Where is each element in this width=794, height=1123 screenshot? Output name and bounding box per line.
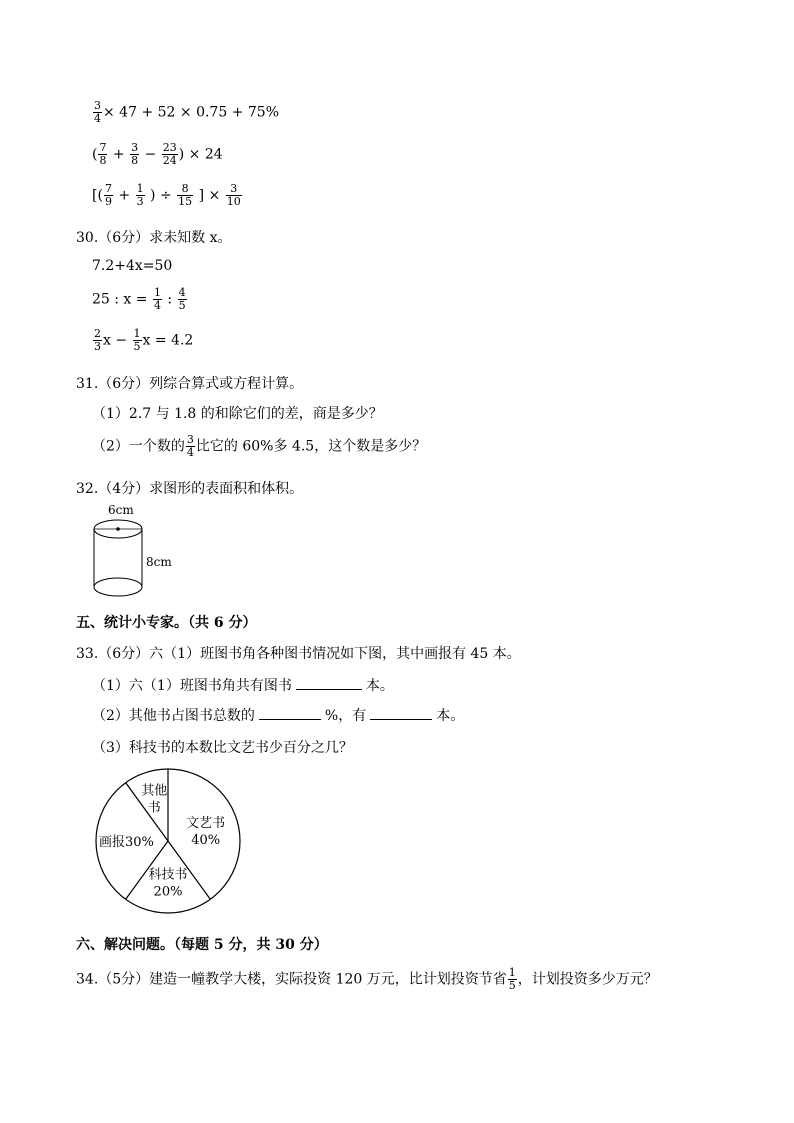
diameter-label: 6cm [108, 503, 134, 517]
question-34: 34.（5分）建造一幢教学大楼，实际投资 120 万元，比计划投资节省 $\frac{1}{5}$ ，计划投资多少万元？ [76, 966, 658, 992]
question-31-part-1: （1）2.7 与 1.8 的和除它们的差，商是多少？ [92, 406, 383, 422]
fraction: $\frac{4}{5}$ [178, 286, 186, 312]
equation-3: $\frac{2}{3}$ x − $\frac{1}{5}$ x = 4.2 [94, 327, 194, 353]
equation-1: 7.2+4x=50 [92, 258, 173, 274]
question-32-title: 32.（4分）求图形的表面积和体积。 [76, 481, 304, 497]
fraction: $\frac{2}{3}$ [94, 327, 101, 353]
fraction: $\frac{7}{8}$ [99, 141, 107, 167]
fraction: $\frac{8}{15}$ [178, 182, 193, 208]
fraction: $\frac{3}{4}$ [186, 433, 194, 459]
cylinder-figure [80, 500, 200, 605]
question-31-title: 31.（6分）列综合算式或方程计算。 [76, 376, 304, 392]
section-6-title: 六、解决问题。（每题 5 分，共 30 分） [76, 937, 328, 953]
cylinder-bottom [94, 578, 142, 596]
answer-blank[interactable] [296, 675, 362, 690]
pie-slice-label [186, 815, 225, 848]
expression-2: ( $\frac{7}{8}$ + $\frac{3}{8}$ − $\frac{23}{24}$ ) × 24 [92, 141, 223, 167]
svg-text:40%: 40% [191, 832, 221, 848]
pie-slice-label [99, 834, 154, 850]
question-30-title: 30.（6分）求未知数 x。 [76, 230, 232, 246]
svg-text:文艺书: 文艺书 [186, 815, 226, 831]
answer-blank[interactable] [259, 705, 321, 720]
pie-slice-label [141, 783, 167, 816]
svg-text:科技书: 科技书 [148, 867, 188, 883]
question-33-title: 33.（6分）六（1）班图书角各种图书情况如下图，其中画报有 45 本。 [76, 646, 521, 662]
fraction: $\frac{1}{3}$ [136, 182, 144, 208]
fraction: $\frac{3}{10}$ [226, 182, 241, 208]
question-33-part-2: （2）其他书占图书总数的 %，有 本。 [92, 705, 464, 725]
fraction: $\frac{1}{5}$ [133, 327, 141, 353]
height-label: 8cm [146, 555, 172, 569]
fraction: $\frac{7}{9}$ [104, 182, 112, 208]
fraction: $\frac{1}{5}$ [508, 966, 516, 992]
svg-text:20%: 20% [153, 884, 183, 900]
pie-slice-label [148, 867, 187, 900]
question-31-part-2: （2）一个数的 $\frac{3}{4}$ 比它的 60%多 4.5，这个数是多少？ [92, 433, 427, 459]
answer-blank[interactable] [370, 705, 432, 720]
fraction: $\frac{3}{8}$ [131, 141, 139, 167]
svg-text:书: 书 [147, 800, 161, 816]
fraction: $\frac{1}{4}$ [153, 286, 161, 312]
fraction: $\frac{3}{4}$ [94, 99, 101, 125]
equation-2: 25 : x = $\frac{1}{4}$ : $\frac{4}{5}$ [92, 286, 186, 312]
svg-text:其他: 其他 [141, 783, 168, 799]
section-5-title: 五、统计小专家。（共 6 分） [76, 615, 257, 631]
expression-3: [( $\frac{7}{9}$ + $\frac{1}{3}$ ) ÷ $\frac{8}{15}$ ] × $\frac{3}{10}$ [92, 182, 241, 208]
fraction: $\frac{23}{24}$ [162, 141, 177, 167]
pie-chart [88, 768, 248, 918]
question-33-part-3: （3）科技书的本数比文艺书少百分之几？ [92, 740, 353, 756]
svg-text:画报30%: 画报30% [98, 835, 154, 850]
question-33-part-1: （1）六（1）班图书角共有图书 本。 [92, 675, 394, 695]
expression-1: $\frac{3}{4}$ × 47 + 52 × 0.75 + 75% [94, 99, 279, 125]
center-dot [116, 527, 120, 531]
